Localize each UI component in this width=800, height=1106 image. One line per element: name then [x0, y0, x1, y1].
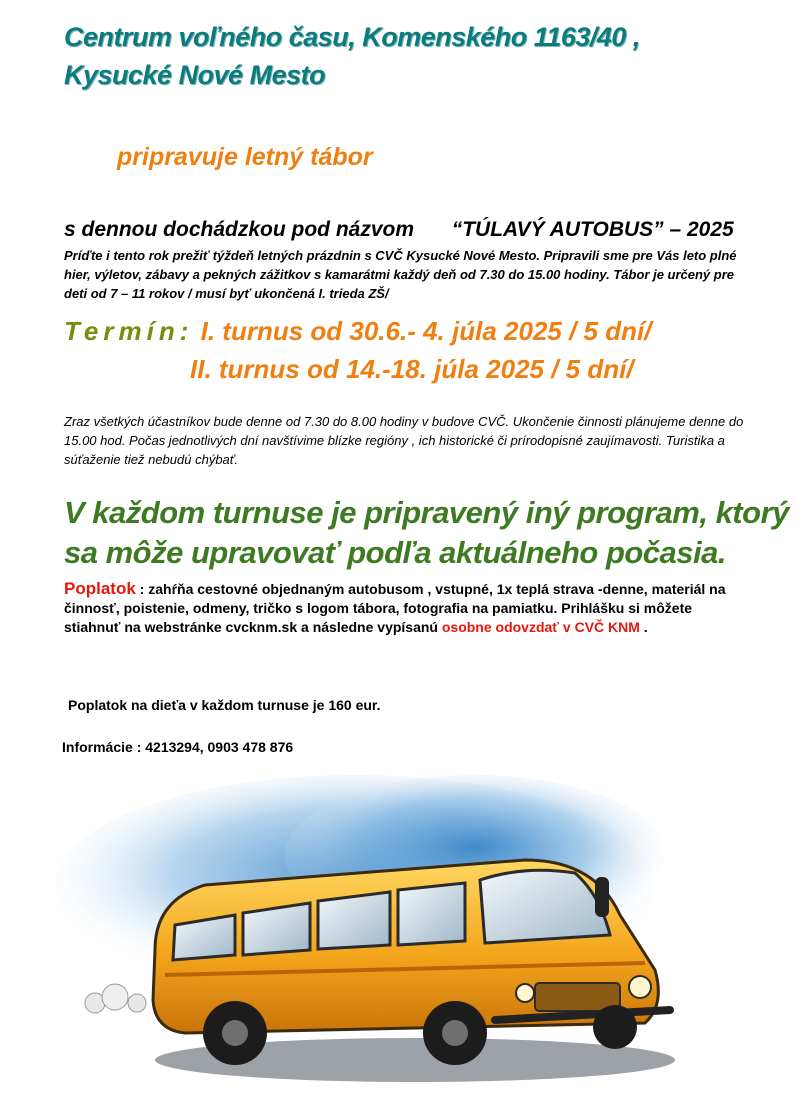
camp-title-prefix: s dennou dochádzkou pod názvom: [64, 218, 415, 241]
bus-headlight: [629, 976, 651, 998]
header-line-1: Centrum voľného času, Komenského 1163/40 ,: [64, 22, 640, 52]
fee-text: : zahŕňa cestovné objednaným autobusom , vstupné, 1x teplá strava -denne, materiál na činnosť, poistenie, odmeny, tričko s logom tábora, fotografia na pamiatku. Prihlášku si môžete stiahnuť na webstránke cvcknm.sk a následne vypísanú: [64, 581, 726, 635]
intro-paragraph: Príďte i tento rok prežiť týždeň letných prázdnin s CVČ Kysucké Nové Mesto. Pripravili sme pre Vás leto plné hier, výletov, zábavy a pekných zážitkov s kamarátmi každý deň od 7.30 do 15.00 hodiny. Tábor je určený pre deti od 7 – 11 rokov / musí byť ukončená I. trieda ZŠ/: [64, 248, 737, 301]
camp-title-name: “TÚLAVÝ AUTOBUS” – 2025: [451, 218, 734, 241]
bus-window: [318, 892, 390, 949]
bus-hubcap: [222, 1020, 248, 1046]
bus-illustration: [55, 765, 715, 1095]
zraz-paragraph: Zraz všetkých účastníkov bude denne od 7.30 do 8.00 hodiny v budove CVČ. Ukončenie činnosti plánujeme denne do 15.00 hod. Počas jednotlivých dní navštívime blízke regióny , ich historické či prírodopisné zaujímavosti. Turistika a súťaženie tiež nebudú chýbať.: [64, 414, 744, 467]
fee-paragraph: [64, 579, 744, 637]
termin-row-1: [64, 316, 651, 347]
fee-label: Poplatok: [64, 579, 136, 598]
bus-headlight: [516, 984, 534, 1002]
bus-window: [243, 903, 310, 955]
bus-hubcap: [442, 1020, 468, 1046]
exhaust-puff: [102, 984, 128, 1010]
bus-wheel: [593, 1005, 637, 1049]
exhaust-puff: [128, 994, 146, 1012]
bus-window: [398, 883, 465, 945]
program-line-2: sa môže upravovať podľa aktuálneho počasia.: [64, 535, 726, 570]
contact-info: Informácie : 4213294, 0903 478 876: [62, 739, 294, 755]
program-line-1: V každom turnuse je pripravený iný program, ktorý: [64, 495, 789, 530]
turnus-1: I. turnus od 30.6.- 4. júla 2025 / 5 dní/: [200, 316, 652, 346]
camp-title: [64, 218, 734, 242]
fee-tail: .: [639, 619, 648, 635]
fee-red-text: osobne odovzdať v CVČ KNM: [441, 619, 640, 635]
turnus-2: II. turnus od 14.-18. júla 2025 / 5 dní/: [190, 354, 634, 384]
bus-mirror: [595, 877, 609, 917]
subheading: pripravuje letný tábor: [117, 143, 373, 171]
termin-label: Termín:: [64, 316, 194, 346]
price-line: Poplatok na dieťa v každom turnuse je 160 eur.: [68, 697, 381, 713]
header-line-2: Kysucké Nové Mesto: [64, 60, 326, 90]
